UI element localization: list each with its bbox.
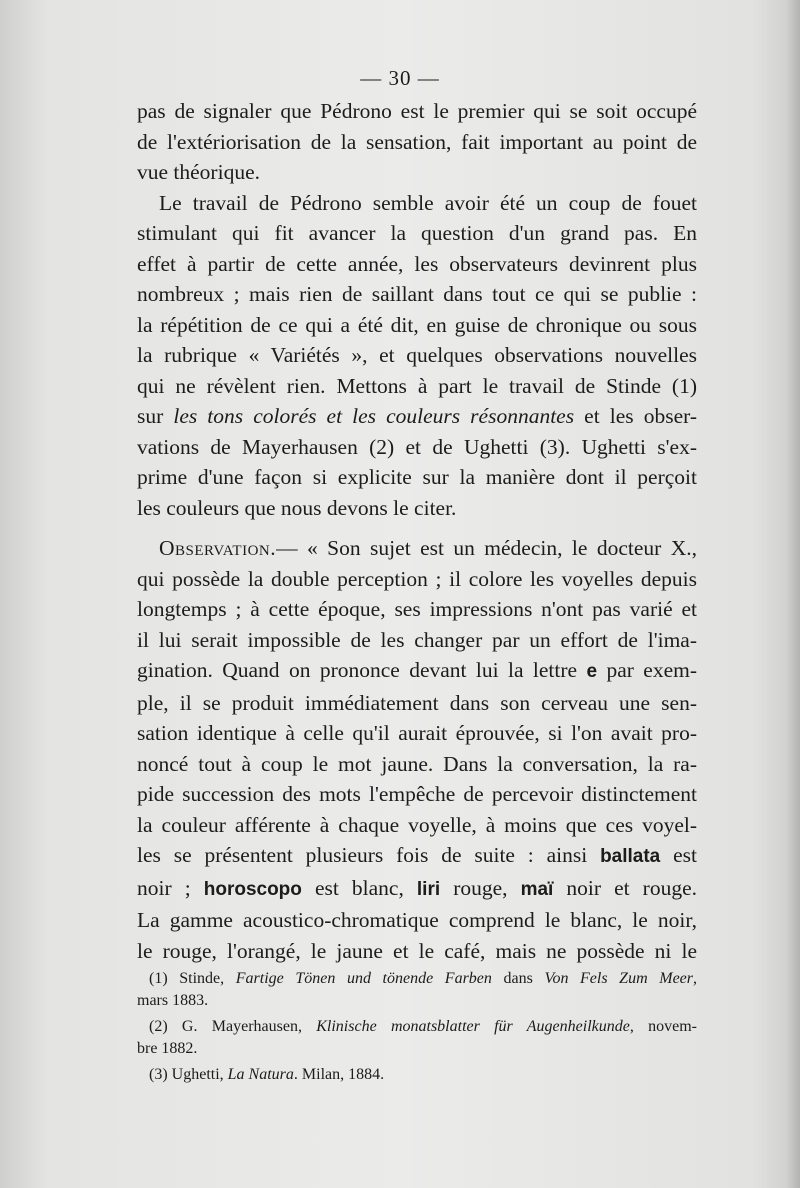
text-line: nombreux ; mais rien de saillant dans tout ce qui se publie : xyxy=(137,282,697,306)
footnote-2 xyxy=(137,1016,697,1038)
page-number: — 30 — xyxy=(360,66,440,90)
text-line: la répétition de ce qui a été dit, en guise de chronique ou sous xyxy=(137,312,697,337)
emphasized-letter: e xyxy=(586,661,598,682)
emphasized-word: ballata xyxy=(600,846,661,867)
text-fragment: (1) Stinde, xyxy=(149,970,236,987)
text-line: ple, il se produit immédiatement dans son cerveau une sen- xyxy=(137,690,697,715)
text-fragment: dans xyxy=(491,970,545,987)
footnote-3 xyxy=(137,1064,697,1086)
emphasized-word: liri xyxy=(416,878,441,900)
text-line: pas de signaler que Pédrono est le premier qui se soit occupé xyxy=(137,99,697,123)
text-fragment: par exem- xyxy=(597,658,697,682)
text-line: le rouge, l'orangé, le jaune et le café, mais ne possède ni le xyxy=(137,938,697,963)
text-line: la couleur afférente à chaque voyelle, à moins que ces voyel- xyxy=(137,812,697,837)
emphasized-word: maï xyxy=(520,878,554,900)
text-fragment: (2) G. Mayerhausen, xyxy=(149,1018,317,1035)
page-edge-shadow xyxy=(786,0,800,1188)
footnote-2-cont: bre 1882. xyxy=(137,1040,198,1057)
text-line xyxy=(137,873,697,906)
work-title: Klinische monatsblatter für Augenheilkunde xyxy=(316,1018,630,1035)
footnotes xyxy=(137,968,697,1086)
observation-label: Observation. xyxy=(159,536,277,560)
work-title: Fartige Tönen und tönende Farben xyxy=(235,970,492,987)
body-text xyxy=(137,96,697,966)
text-line xyxy=(137,655,697,688)
text-line: effet à partir de cette année, les observateurs devinrent plus xyxy=(137,251,697,276)
work-title: les tons colorés et les couleurs résonnantes xyxy=(173,404,575,428)
text-line xyxy=(137,401,697,432)
text-line: noncé tout à coup le mot jaune. Dans la conversation, la ra- xyxy=(137,751,697,776)
text-line xyxy=(137,533,697,564)
text-fragment: les se présentent plusieurs fois de suite : ainsi xyxy=(137,843,601,867)
text-line: pide succession des mots l'empêche de percevoir distinctement xyxy=(137,782,697,806)
text-line: sation identique à celle qu'il aurait éprouvée, si l'on avait pro- xyxy=(137,721,697,745)
paragraph-gap xyxy=(137,523,697,533)
text-line: prime d'une façon si explicite sur la manière dont il perçoit xyxy=(137,465,697,489)
text-fragment: est xyxy=(660,843,697,867)
text-line: longtemps ; à cette époque, ses impressions n'ont pas varié et xyxy=(137,597,697,621)
text-fragment: sur xyxy=(137,404,174,428)
text-line: la rubrique « Variétés », et quelques observations nouvelles xyxy=(137,343,697,367)
text-fragment: noir et rouge. xyxy=(553,875,697,900)
text-fragment: . Milan, 1884. xyxy=(293,1066,385,1083)
text-line: vations de Mayerhausen (2) et de Ughetti (3). Ughetti s'ex- xyxy=(137,434,697,459)
text-fragment: noir ; xyxy=(137,875,204,900)
text-line: Le travail de Pédrono semble avoir été un coup de fouet xyxy=(159,190,697,215)
text-line: de l'extériorisation de la sensation, fait important au point de xyxy=(137,129,697,154)
text-fragment: rouge, xyxy=(440,875,521,900)
text-fragment: (3) Ughetti, xyxy=(149,1066,228,1083)
text-line xyxy=(137,840,697,873)
text-fragment: , novem- xyxy=(629,1018,698,1035)
footnote-1 xyxy=(137,968,697,990)
footnote-1-cont: mars 1883. xyxy=(137,992,209,1009)
text-line: vue théorique. xyxy=(137,160,260,184)
text-line: qui ne révèlent rien. Mettons à part le travail de Stinde (1) xyxy=(137,373,697,398)
text-fragment: — « Son sujet est un médecin, le docteur X., xyxy=(276,536,697,560)
text-line: qui possède la double perception ; il colore les voyelles depuis xyxy=(137,566,697,591)
emphasized-word: horoscopo xyxy=(203,878,302,900)
text-line: il lui serait impossible de les changer par un effort de l'ima- xyxy=(137,627,697,652)
text-line: La gamme acoustico-chromatique comprend le blanc, le noir, xyxy=(137,908,697,932)
text-fragment: gination. Quand on prononce devant lui la lettre xyxy=(137,658,587,682)
text-line: les couleurs que nous devons le citer. xyxy=(137,495,457,520)
text-fragment: est blanc, xyxy=(301,875,417,900)
text-fragment: , xyxy=(693,970,697,987)
text-fragment: et les obser- xyxy=(574,404,697,428)
text-line: stimulant qui fit avancer la question d'un grand pas. En xyxy=(137,221,697,245)
work-title: La Natura xyxy=(227,1066,294,1083)
work-title: Von Fels Zum Meer xyxy=(544,970,693,987)
